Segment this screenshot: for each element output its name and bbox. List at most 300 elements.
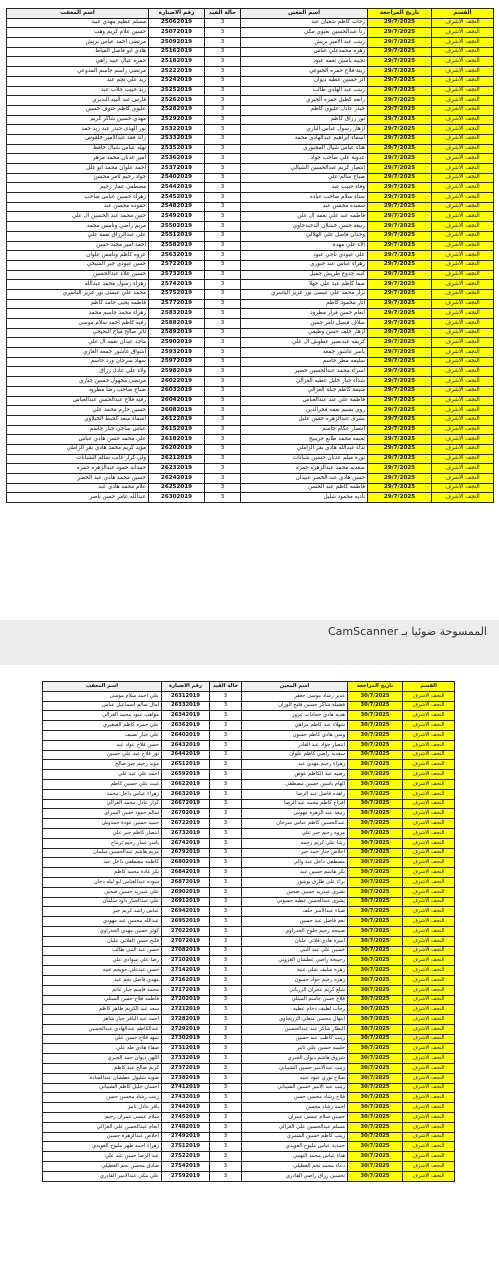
cell-status: 3: [210, 848, 242, 858]
cell-number: 26362019: [162, 721, 210, 731]
cell-number: 25322019: [149, 125, 205, 135]
cell-date: 30/7/2025: [348, 809, 403, 819]
cell-reviewer: علي محمد حسن هادي عباس: [7, 435, 149, 445]
cell-number: 25932019: [149, 348, 205, 358]
cell-reviewer: عباس ساجي جبار جاسم: [7, 425, 149, 435]
table-row: [43, 1132, 455, 1142]
cell-branch: النجف الاشرف: [432, 125, 494, 135]
cell-status: 3: [205, 309, 241, 319]
cell-status: 3: [210, 917, 242, 927]
cell-employee: شروق هاشم ديوان الجبري: [242, 1054, 348, 1064]
cell-employee: الاء علي مهدة: [241, 241, 368, 251]
cell-date: 30/7/2025: [348, 828, 403, 838]
cell-employee: ربيعه حسن خشلان الدحيدحاوي: [241, 222, 368, 232]
table-row: [43, 877, 455, 887]
cell-employee: حسن هادي عبد الخضر عبيدان: [241, 474, 368, 484]
cell-branch: النجف الاشرف: [432, 444, 494, 454]
cell-branch: النجف الاشرف: [403, 877, 455, 887]
cell-status: 3: [210, 1083, 242, 1093]
cell-branch: النجف الاشرف: [403, 1024, 455, 1034]
cell-date: 30/7/2025: [348, 877, 403, 887]
cell-reviewer: علي حمزه كاظم الصغيري: [43, 721, 162, 731]
cell-number: 25062019: [149, 18, 205, 28]
records-table-2: [42, 681, 455, 1182]
cell-reviewer: اشواق عاشور جمعه الغازي: [7, 348, 149, 358]
cell-status: 3: [210, 819, 242, 829]
cell-date: 30/7/2025: [348, 1083, 403, 1093]
cell-employee: بشرى عبدالزهره حسن عليل: [241, 415, 368, 425]
table-row: [43, 1152, 455, 1162]
header-date: تاريخ المراجعة: [368, 9, 432, 19]
cell-date: 30/7/2025: [348, 760, 403, 770]
cell-date: 29/7/2025: [368, 396, 432, 406]
cell-date: 30/7/2025: [348, 799, 403, 809]
cell-reviewer: حسين علاء عبدالحسين: [7, 270, 149, 280]
cell-date: 29/7/2025: [368, 493, 432, 503]
cell-reviewer: ثائر صالح مياح البحيحي: [7, 328, 149, 338]
cell-employee: ازهار رسول عباس الباري: [241, 125, 368, 135]
cell-employee: سناء سلام صاحب عباده: [241, 193, 368, 203]
cell-date: 29/7/2025: [368, 328, 432, 338]
cell-date: 29/7/2025: [368, 28, 432, 38]
table-row: [7, 357, 494, 367]
cell-number: 25262019: [149, 96, 205, 106]
cell-status: 3: [210, 1142, 242, 1152]
header-employee: اسم المعين: [242, 682, 348, 692]
cell-number: 26152019: [149, 425, 205, 435]
cell-reviewer: مرتضى راسم جاسم المدوعي: [7, 67, 149, 77]
cell-number: 26212019: [149, 454, 205, 464]
table-row: [7, 406, 494, 416]
cell-number: 25902019: [149, 338, 205, 348]
cell-branch: النجف الاشرف: [432, 38, 494, 48]
cell-number: 27442019: [162, 1103, 210, 1113]
cell-status: 3: [210, 897, 242, 907]
cell-number: 25502019: [149, 222, 205, 232]
cell-status: 3: [210, 877, 242, 887]
cell-branch: النجف الاشرف: [432, 86, 494, 96]
cell-employee: هديه هادي خجادات عزوز: [242, 711, 348, 721]
cell-number: 26672019: [162, 799, 210, 809]
cell-reviewer: عزوه كاظم ونامس علوان: [7, 251, 149, 261]
cell-date: 30/7/2025: [348, 1005, 403, 1015]
cell-branch: النجف الاشرف: [432, 270, 494, 280]
cell-status: 3: [210, 1171, 242, 1181]
cell-employee: صفا كاظم عبد علي جهلا: [241, 280, 368, 290]
cell-reviewer: حمزه عيال عبيد راهي: [7, 57, 149, 67]
cell-status: 3: [210, 1122, 242, 1132]
cell-employee: انتصار كريم عبدالحسين الشيالي: [241, 164, 368, 174]
cell-branch: النجف الاشرف: [403, 1103, 455, 1113]
table-row: [7, 96, 494, 106]
cell-reviewer: مهدي فاضل نجم عبد: [43, 975, 162, 985]
cell-reviewer: علي جبار نصيف: [43, 730, 162, 740]
table-row: [43, 1054, 455, 1064]
cell-branch: النجف الاشرف: [432, 18, 494, 28]
cell-employee: هناء عباس شيال المجبوري: [241, 144, 368, 154]
cell-status: 3: [205, 280, 241, 290]
table-row: [43, 779, 455, 789]
cell-date: 30/7/2025: [348, 848, 403, 858]
cell-number: 27082019: [162, 946, 210, 956]
cell-branch: النجف الاشرف: [432, 67, 494, 77]
table-row: [7, 483, 494, 493]
header-status: حالة القيد: [210, 682, 242, 692]
cell-date: 29/7/2025: [368, 299, 432, 309]
cell-status: 3: [205, 338, 241, 348]
cell-employee: سلاف فيصل تامر حسن: [241, 319, 368, 329]
cell-branch: النجف الاشرف: [432, 406, 494, 416]
cell-branch: النجف الاشرف: [432, 183, 494, 193]
cell-number: 27172019: [162, 985, 210, 995]
cell-status: 3: [205, 57, 241, 67]
cell-date: 29/7/2025: [368, 251, 432, 261]
table-row: [7, 444, 494, 454]
table-row: [7, 396, 494, 406]
table-row: [43, 887, 455, 897]
cell-branch: النجف الاشرف: [432, 28, 494, 38]
cell-branch: النجف الاشرف: [432, 348, 494, 358]
cell-status: 3: [205, 493, 241, 503]
cell-status: 3: [205, 47, 241, 57]
cell-branch: النجف الاشرف: [403, 1015, 455, 1025]
cell-employee: تحسين رزاق راضي القادري: [242, 1171, 348, 1181]
cell-employee: وجدان فاضل علي الهلالي: [241, 231, 368, 241]
header-reviewer: اسم المعقب: [43, 682, 162, 692]
cell-status: 3: [205, 425, 241, 435]
cell-branch: النجف الاشرف: [432, 338, 494, 348]
cell-employee: الهام ياسين حسين مصطفى: [242, 779, 348, 789]
table-row: [7, 299, 494, 309]
cell-reviewer: عبدالكاظم عبدالهادي عبدالحسين: [43, 1024, 162, 1034]
cell-date: 30/7/2025: [348, 1152, 403, 1162]
table-header-row: [7, 9, 494, 19]
cell-reviewer: شهد فلاح حسن علي: [43, 1034, 162, 1044]
table-row: [7, 319, 494, 329]
cell-reviewer: علي عبدزيد حسين صحين: [43, 887, 162, 897]
cell-branch: النجف الاشرف: [403, 858, 455, 868]
cell-number: 26182019: [149, 435, 205, 445]
cell-status: 3: [210, 1073, 242, 1083]
cell-employee: صباح سالم علي: [241, 173, 368, 183]
table-row: [43, 907, 455, 917]
table-row: [43, 868, 455, 878]
table-row: [7, 18, 494, 28]
cell-number: 26342019: [162, 711, 210, 721]
cell-employee: ناديه محمود شليل: [241, 493, 368, 503]
cell-status: 3: [210, 907, 242, 917]
cell-branch: النجف الاشرف: [432, 144, 494, 154]
cell-reviewer: زيد علي نجم عبد: [7, 76, 149, 86]
cell-reviewer: رضا علي سوادي علي: [43, 956, 162, 966]
cell-status: 3: [205, 386, 241, 396]
table-header-row: [43, 682, 455, 692]
cell-number: 25362019: [149, 154, 205, 164]
cell-number: 25442019: [149, 183, 205, 193]
table-row: [7, 105, 494, 115]
cell-number: 27492019: [162, 1132, 210, 1142]
cell-employee: مصطفى داخل عبد والي: [242, 858, 348, 868]
cell-date: 29/7/2025: [368, 86, 432, 96]
cell-status: 3: [210, 799, 242, 809]
cell-date: 29/7/2025: [368, 183, 432, 193]
cell-status: 3: [205, 173, 241, 183]
cell-date: 29/7/2025: [368, 57, 432, 67]
cell-status: 3: [210, 711, 242, 721]
cell-branch: النجف الاشرف: [403, 868, 455, 878]
table-row: [43, 1044, 455, 1054]
cell-branch: النجف الاشرف: [403, 995, 455, 1005]
cell-status: 3: [210, 691, 242, 701]
table-row: [7, 28, 494, 38]
cell-number: 25222019: [149, 67, 205, 77]
cell-date: 29/7/2025: [368, 280, 432, 290]
cell-employee: سعيده محسن عبد: [241, 202, 368, 212]
cell-branch: النجف الاشرف: [403, 1054, 455, 1064]
cell-reviewer: حموده محسن عبد: [7, 202, 149, 212]
cell-number: 26722019: [162, 819, 210, 829]
cell-number: 27292019: [162, 1024, 210, 1034]
cell-reviewer: صادق محسن نجم العطيلي: [43, 1162, 162, 1172]
cell-number: 25282019: [149, 105, 205, 115]
cell-status: 3: [210, 1015, 242, 1025]
cell-date: 30/7/2025: [348, 1162, 403, 1172]
cell-status: 3: [210, 779, 242, 789]
cell-reviewer: امال سالم اسماعيل عباس: [43, 701, 162, 711]
cell-branch: النجف الاشرف: [432, 299, 494, 309]
cell-status: 3: [210, 936, 242, 946]
table-row: [7, 338, 494, 348]
cell-date: 29/7/2025: [368, 144, 432, 154]
cell-reviewer: عليوي كاظم حنوف حسين: [7, 105, 149, 115]
cell-employee: عذوبة علي صاحب جواد: [241, 154, 368, 164]
cell-employee: رنا عبدالحسين بعيوي مكي: [241, 28, 368, 38]
cell-reviewer: علام محمد هادي عبد: [7, 483, 149, 493]
cell-status: 3: [205, 328, 241, 338]
cell-branch: النجف الاشرف: [403, 1162, 455, 1172]
cell-date: 29/7/2025: [368, 357, 432, 367]
cell-number: 26232019: [149, 464, 205, 474]
cell-employee: بشرى عبدزيد حسين صحين: [242, 887, 348, 897]
cell-status: 3: [205, 241, 241, 251]
table-row: [43, 936, 455, 946]
cell-branch: النجف الاشرف: [403, 770, 455, 780]
table-row: [7, 289, 494, 299]
cell-number: 27212019: [162, 1005, 210, 1015]
table-row: [7, 164, 494, 174]
cell-number: 27512019: [162, 1142, 210, 1152]
cell-reviewer: صفاء هادي طه علي: [43, 1044, 162, 1054]
cell-date: 30/7/2025: [348, 740, 403, 750]
cell-status: 3: [205, 28, 241, 38]
cell-employee: صبيحه رحيم جلوح الحدراوي: [242, 926, 348, 936]
cell-date: 30/7/2025: [348, 1093, 403, 1103]
cell-status: 3: [205, 406, 241, 416]
cell-reviewer: مرتضى مجهول حسين جباري: [7, 377, 149, 387]
table-row: [43, 691, 455, 701]
cell-employee: انعام حسن فرار مطرود: [241, 309, 368, 319]
cell-status: 3: [205, 164, 241, 174]
cell-number: 25892019: [149, 328, 205, 338]
cell-status: 3: [210, 975, 242, 985]
cell-branch: النجف الاشرف: [432, 377, 494, 387]
cell-reviewer: مؤيد كريم محمد هادي بقر الزاملي: [7, 444, 149, 454]
cell-reviewer: ماجد عيدان نعمه ال علي: [7, 338, 149, 348]
cell-date: 30/7/2025: [348, 975, 403, 985]
table-row: [7, 144, 494, 154]
table-row: [43, 1122, 455, 1132]
cell-branch: النجف الاشرف: [432, 96, 494, 106]
cell-status: 3: [210, 1162, 242, 1172]
cell-branch: النجف الاشرف: [432, 164, 494, 174]
cell-branch: النجف الاشرف: [432, 57, 494, 67]
table-row: [43, 985, 455, 995]
cell-date: 30/7/2025: [348, 1034, 403, 1044]
cell-employee: فضيله شاكر حسين فليح الوزان: [242, 701, 348, 711]
cell-status: 3: [210, 1113, 242, 1123]
cell-date: 29/7/2025: [368, 47, 432, 57]
cell-date: 29/7/2025: [368, 338, 432, 348]
cell-date: 29/7/2025: [368, 483, 432, 493]
cell-reviewer: اللهن ديوان حمد الجبري: [43, 1054, 162, 1064]
cell-employee: رحاب كاظم شعبان عبد: [241, 18, 368, 28]
cell-date: 30/7/2025: [348, 1171, 403, 1181]
cell-branch: النجف الاشرف: [432, 134, 494, 144]
cell-status: 3: [210, 1103, 242, 1113]
cell-branch: النجف الاشرف: [432, 396, 494, 406]
cell-status: 3: [205, 144, 241, 154]
cell-status: 3: [210, 1152, 242, 1162]
cell-number: 25292019: [149, 115, 205, 125]
table-row: [43, 1083, 455, 1093]
cell-employee: اثر حسين عطيه ديوان: [241, 76, 368, 86]
cell-reviewer: فارس عبد البيه البديري: [7, 96, 149, 106]
cell-employee: شلع كريم عجران الزرياني: [242, 985, 348, 995]
cell-date: 30/7/2025: [348, 1132, 403, 1142]
cell-reviewer: زهراء احمد طهر مليوح العويدي: [43, 1142, 162, 1152]
cell-date: 29/7/2025: [368, 115, 432, 125]
cell-status: 3: [205, 212, 241, 222]
cell-date: 30/7/2025: [348, 711, 403, 721]
cell-branch: النجف الاشرف: [432, 241, 494, 251]
cell-reviewer: عباس راشد كريم جبر: [43, 907, 162, 917]
table-row: [43, 848, 455, 858]
cell-branch: النجف الاشرف: [403, 789, 455, 799]
cell-employee: حسين سلام عيسى عمران: [242, 1113, 348, 1123]
table-row: [7, 212, 494, 222]
cell-date: 30/7/2025: [348, 995, 403, 1005]
cell-number: 26732019: [162, 828, 210, 838]
cell-branch: النجف الاشرف: [403, 936, 455, 946]
cell-branch: النجف الاشرف: [403, 848, 455, 858]
cell-branch: النجف الاشرف: [432, 76, 494, 86]
cell-reviewer: مهدي حسين شاكر كريم: [7, 115, 149, 125]
cell-branch: النجف الاشرف: [403, 985, 455, 995]
cell-status: 3: [210, 1064, 242, 1074]
scanned-page-1: [0, 0, 499, 620]
table-row: [43, 1162, 455, 1172]
cell-date: 30/7/2025: [348, 1142, 403, 1152]
cell-status: 3: [210, 985, 242, 995]
cell-reviewer: باقر عادل ثامر: [43, 1103, 162, 1113]
cell-employee: فاطمه كاظم عبد الحسن: [241, 483, 368, 493]
cell-employee: دعاء محمد نجم العطيلي: [242, 1162, 348, 1172]
cell-reviewer: علي مكي عبدالامير القادري: [43, 1171, 162, 1181]
cell-status: 3: [205, 125, 241, 135]
cell-employee: ربيعة عبد الزهره مهوس: [242, 809, 348, 819]
cell-reviewer: فاطمه يحيى حامد كاظم: [7, 299, 149, 309]
cell-branch: النجف الاشرف: [403, 691, 455, 701]
cell-employee: زينب عبد الهادي طالب: [241, 86, 368, 96]
cell-number: 25182019: [149, 57, 205, 67]
cell-date: 29/7/2025: [368, 105, 432, 115]
cell-status: 3: [210, 730, 242, 740]
cell-number: 26512019: [162, 760, 210, 770]
cell-status: 3: [205, 357, 241, 367]
table-row: [7, 202, 494, 212]
cell-date: 30/7/2025: [348, 1122, 403, 1132]
table-row: [43, 819, 455, 829]
cell-branch: النجف الاشرف: [432, 212, 494, 222]
cell-number: 25982019: [149, 367, 205, 377]
cell-reviewer: غيث علي حسين كاظم: [43, 779, 162, 789]
table-row: [43, 1034, 455, 1044]
cell-number: 25742019: [149, 280, 205, 290]
table-row: [43, 975, 455, 985]
cell-date: 30/7/2025: [348, 936, 403, 946]
cell-reviewer: جواد رحيم ثامر محسن: [7, 173, 149, 183]
cell-employee: زينب كاظم حسين الشمري: [242, 1132, 348, 1142]
cell-status: 3: [210, 966, 242, 976]
header-branch: القسم: [403, 682, 455, 692]
cell-number: 25452019: [149, 193, 205, 203]
cell-employee: ازهار خلف حسن وطيفي: [241, 328, 368, 338]
table-row: [43, 1142, 455, 1152]
cell-employee: براء علي طارق بوشور: [242, 877, 348, 887]
cell-reviewer: مريم هاشم عبدالحسين سلمان: [43, 848, 162, 858]
cell-status: 3: [205, 396, 241, 406]
cell-status: 3: [210, 858, 242, 868]
cell-status: 3: [210, 956, 242, 966]
table-row: [43, 926, 455, 936]
cell-employee: عبدالحسين كاظم عباس سرحان: [242, 819, 348, 829]
table-row: [7, 115, 494, 125]
cell-branch: النجف الاشرف: [432, 280, 494, 290]
cell-branch: النجف الاشرف: [432, 202, 494, 212]
cell-branch: النجف الاشرف: [403, 838, 455, 848]
table-row: [43, 1171, 455, 1181]
table-row: [43, 1005, 455, 1015]
cell-employee: كريمه عبدنصير عطوش ال علي: [241, 338, 368, 348]
table-row: [7, 76, 494, 86]
cell-branch: النجف الاشرف: [403, 730, 455, 740]
table-row: [43, 956, 455, 966]
cell-employee: نداء عبدالله هادي بقر الزاملي: [241, 444, 368, 454]
cell-status: 3: [210, 1054, 242, 1064]
cell-date: 30/7/2025: [348, 770, 403, 780]
cell-number: 25752019: [149, 289, 205, 299]
cell-number: 25072019: [149, 28, 205, 38]
cell-number: 25972019: [149, 357, 205, 367]
cell-employee: زاهده فاضل عبد الرضا: [242, 789, 348, 799]
table-row: [43, 789, 455, 799]
cell-branch: النجف الاشرف: [432, 47, 494, 57]
cell-number: 26402019: [162, 730, 210, 740]
cell-status: 3: [205, 483, 241, 493]
cell-reviewer: حسن عبد النبي طالب: [43, 946, 162, 956]
cell-number: 26442019: [162, 750, 210, 760]
cell-date: 29/7/2025: [368, 348, 432, 358]
